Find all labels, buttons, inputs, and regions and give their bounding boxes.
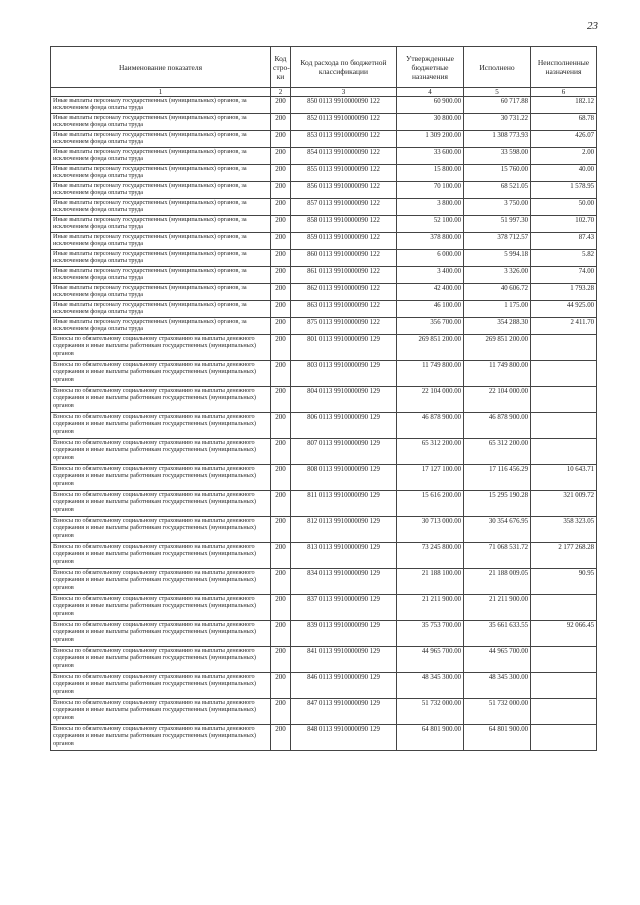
cell-line: 200 (271, 284, 291, 301)
cell-approved: 42 400.00 (397, 284, 464, 301)
cell-approved: 30 713 000.00 (397, 517, 464, 543)
table-row (51, 114, 597, 131)
cell-unexecuted (531, 439, 597, 465)
table-row (51, 647, 597, 673)
cell-unexecuted: 2 411.70 (531, 318, 597, 335)
cell-approved: 11 749 800.00 (397, 361, 464, 387)
cell-code: 813 0113 9910000090 129 (291, 543, 397, 569)
cell-approved: 51 732 000.00 (397, 699, 464, 725)
cell-executed: 40 606.72 (464, 284, 531, 301)
cell-approved: 378 800.00 (397, 233, 464, 250)
table-row (51, 148, 597, 165)
cell-line: 200 (271, 725, 291, 751)
cell-unexecuted: 102.70 (531, 216, 597, 233)
cell-code: 834 0113 9910000090 129 (291, 569, 397, 595)
cell-line: 200 (271, 543, 291, 569)
cell-executed: 65 312 200.00 (464, 439, 531, 465)
cell-name: Иные выплаты персоналу государственных (муниципальных) органов, за исключением фонда оплаты труда (51, 131, 271, 148)
cell-name: Иные выплаты персоналу государственных (муниципальных) органов, за исключением фонда оплаты труда (51, 114, 271, 131)
cell-code: 857 0113 9910000090 122 (291, 199, 397, 216)
cell-executed: 51 732 000.00 (464, 699, 531, 725)
cell-unexecuted: 92 066.45 (531, 621, 597, 647)
cell-line: 200 (271, 233, 291, 250)
cell-name: Иные выплаты персоналу государственных (муниципальных) органов, за исключением фонда оплаты труда (51, 97, 271, 114)
page-number: 23 (587, 20, 598, 32)
header-name: Наименование показателя (51, 47, 271, 88)
cell-approved: 60 900.00 (397, 97, 464, 114)
cell-line: 200 (271, 621, 291, 647)
cell-line: 200 (271, 267, 291, 284)
header-executed: Исполнено (464, 47, 531, 88)
cell-executed: 46 878 900.00 (464, 413, 531, 439)
cell-name: Взносы по обязательному социальному страхованию на выплаты денежного содержания и иные выплаты работникам государственных (муниципальных) органов (51, 595, 271, 621)
column-number: 6 (531, 88, 597, 97)
cell-executed: 48 345 300.00 (464, 673, 531, 699)
cell-unexecuted: 1 793.28 (531, 284, 597, 301)
cell-line: 200 (271, 199, 291, 216)
cell-name: Взносы по обязательному социальному страхованию на выплаты денежного содержания и иные выплаты работникам государственных (муниципальных) органов (51, 413, 271, 439)
cell-executed: 21 211 900.00 (464, 595, 531, 621)
cell-name: Взносы по обязательному социальному страхованию на выплаты денежного содержания и иные выплаты работникам государственных (муниципальных) органов (51, 517, 271, 543)
cell-code: 850 0113 9910000090 122 (291, 97, 397, 114)
cell-approved: 15 800.00 (397, 165, 464, 182)
cell-code: 854 0113 9910000090 122 (291, 148, 397, 165)
cell-name: Иные выплаты персоналу государственных (муниципальных) органов, за исключением фонда оплаты труда (51, 233, 271, 250)
cell-executed: 64 801 900.00 (464, 725, 531, 751)
cell-unexecuted: 44 925.00 (531, 301, 597, 318)
table-row (51, 335, 597, 361)
table-row (51, 413, 597, 439)
cell-name: Иные выплаты персоналу государственных (муниципальных) органов, за исключением фонда оплаты труда (51, 301, 271, 318)
cell-name: Иные выплаты персоналу государственных (муниципальных) органов, за исключением фонда оплаты труда (51, 267, 271, 284)
table-row (51, 621, 597, 647)
table-row (51, 165, 597, 182)
cell-name: Взносы по обязательному социальному страхованию на выплаты денежного содержания и иные выплаты работникам государственных (муниципальных) органов (51, 569, 271, 595)
cell-code: 808 0113 9910000090 129 (291, 465, 397, 491)
cell-approved: 17 127 100.00 (397, 465, 464, 491)
cell-name: Иные выплаты персоналу государственных (муниципальных) органов, за исключением фонда оплаты труда (51, 182, 271, 199)
table-row (51, 673, 597, 699)
table-row (51, 491, 597, 517)
table-row (51, 387, 597, 413)
cell-unexecuted (531, 413, 597, 439)
cell-code: 803 0113 9910000090 129 (291, 361, 397, 387)
cell-executed: 30 354 676.95 (464, 517, 531, 543)
cell-unexecuted: 182.12 (531, 97, 597, 114)
table-row (51, 216, 597, 233)
cell-approved: 46 878 900.00 (397, 413, 464, 439)
cell-name: Взносы по обязательному социальному страхованию на выплаты денежного содержания и иные выплаты работникам государственных (муниципальных) органов (51, 387, 271, 413)
cell-line: 200 (271, 439, 291, 465)
table-row (51, 517, 597, 543)
cell-line: 200 (271, 148, 291, 165)
table-row (51, 361, 597, 387)
cell-code: 875 0113 9910000090 122 (291, 318, 397, 335)
cell-line: 200 (271, 517, 291, 543)
cell-unexecuted (531, 725, 597, 751)
cell-line: 200 (271, 250, 291, 267)
budget-execution-table (50, 46, 597, 751)
cell-executed: 21 188 009.05 (464, 569, 531, 595)
cell-code: 839 0113 9910000090 129 (291, 621, 397, 647)
cell-name: Иные выплаты персоналу государственных (муниципальных) органов, за исключением фонда оплаты труда (51, 165, 271, 182)
cell-approved: 64 801 900.00 (397, 725, 464, 751)
cell-executed: 15 295 190.28 (464, 491, 531, 517)
cell-executed: 354 288.30 (464, 318, 531, 335)
cell-name: Иные выплаты персоналу государственных (муниципальных) органов, за исключением фонда оплаты труда (51, 216, 271, 233)
cell-code: 837 0113 9910000090 129 (291, 595, 397, 621)
cell-line: 200 (271, 595, 291, 621)
cell-executed: 5 994.18 (464, 250, 531, 267)
cell-unexecuted: 2.00 (531, 148, 597, 165)
cell-executed: 17 116 456.29 (464, 465, 531, 491)
cell-line: 200 (271, 114, 291, 131)
cell-approved: 21 188 100.00 (397, 569, 464, 595)
table-row (51, 318, 597, 335)
cell-code: 847 0113 9910000090 129 (291, 699, 397, 725)
cell-executed: 44 965 700.00 (464, 647, 531, 673)
cell-code: 862 0113 9910000090 122 (291, 284, 397, 301)
cell-line: 200 (271, 165, 291, 182)
cell-unexecuted: 87.43 (531, 233, 597, 250)
cell-name: Иные выплаты персоналу государственных (муниципальных) органов, за исключением фонда оплаты труда (51, 284, 271, 301)
cell-name: Взносы по обязательному социальному страхованию на выплаты денежного содержания и иные выплаты работникам государственных (муниципальных) органов (51, 543, 271, 569)
cell-unexecuted: 10 643.71 (531, 465, 597, 491)
cell-approved: 52 100.00 (397, 216, 464, 233)
cell-name: Взносы по обязательному социальному страхованию на выплаты денежного содержания и иные выплаты работникам государственных (муниципальных) органов (51, 673, 271, 699)
cell-approved: 1 309 200.00 (397, 131, 464, 148)
cell-code: 811 0113 9910000090 129 (291, 491, 397, 517)
cell-unexecuted: 90.95 (531, 569, 597, 595)
cell-code: 841 0113 9910000090 129 (291, 647, 397, 673)
cell-line: 200 (271, 413, 291, 439)
cell-approved: 44 965 700.00 (397, 647, 464, 673)
table-row (51, 543, 597, 569)
cell-unexecuted: 321 009.72 (531, 491, 597, 517)
cell-line: 200 (271, 569, 291, 595)
table-row (51, 595, 597, 621)
cell-approved: 30 800.00 (397, 114, 464, 131)
table-row (51, 182, 597, 199)
cell-name: Взносы по обязательному социальному страхованию на выплаты денежного содержания и иные выплаты работникам государственных (муниципальных) органов (51, 335, 271, 361)
table-row (51, 250, 597, 267)
table-row (51, 97, 597, 114)
cell-approved: 73 245 800.00 (397, 543, 464, 569)
cell-executed: 51 997.30 (464, 216, 531, 233)
cell-unexecuted: 2 177 268.28 (531, 543, 597, 569)
cell-approved: 70 100.00 (397, 182, 464, 199)
column-number: 1 (51, 88, 271, 97)
cell-code: 846 0113 9910000090 129 (291, 673, 397, 699)
column-number: 4 (397, 88, 464, 97)
cell-executed: 22 104 000.00 (464, 387, 531, 413)
cell-code: 807 0113 9910000090 129 (291, 439, 397, 465)
column-number: 2 (271, 88, 291, 97)
cell-line: 200 (271, 318, 291, 335)
cell-name: Иные выплаты персоналу государственных (муниципальных) органов, за исключением фонда оплаты труда (51, 148, 271, 165)
cell-executed: 60 717.88 (464, 97, 531, 114)
cell-unexecuted (531, 361, 597, 387)
cell-name: Взносы по обязательному социальному страхованию на выплаты денежного содержания и иные выплаты работникам государственных (муниципальных) органов (51, 725, 271, 751)
cell-executed: 35 661 633.55 (464, 621, 531, 647)
cell-name: Иные выплаты персоналу государственных (муниципальных) органов, за исключением фонда оплаты труда (51, 199, 271, 216)
cell-approved: 269 851 200.00 (397, 335, 464, 361)
cell-approved: 48 345 300.00 (397, 673, 464, 699)
cell-code: 852 0113 9910000090 122 (291, 114, 397, 131)
header-line-code: Код стро-ки (271, 47, 291, 88)
cell-executed: 1 175.00 (464, 301, 531, 318)
header-approved: Утвержденные бюджетные назначения (397, 47, 464, 88)
cell-executed: 15 760.00 (464, 165, 531, 182)
cell-unexecuted: 68.78 (531, 114, 597, 131)
cell-unexecuted (531, 387, 597, 413)
cell-approved: 3 800.00 (397, 199, 464, 216)
cell-approved: 22 104 000.00 (397, 387, 464, 413)
table-row (51, 699, 597, 725)
cell-unexecuted: 5.82 (531, 250, 597, 267)
cell-line: 200 (271, 361, 291, 387)
cell-unexecuted: 50.00 (531, 199, 597, 216)
cell-executed: 68 521.05 (464, 182, 531, 199)
cell-executed: 11 749 800.00 (464, 361, 531, 387)
cell-code: 804 0113 9910000090 129 (291, 387, 397, 413)
cell-code: 859 0113 9910000090 122 (291, 233, 397, 250)
table-row (51, 439, 597, 465)
cell-name: Взносы по обязательному социальному страхованию на выплаты денежного содержания и иные выплаты работникам государственных (муниципальных) органов (51, 465, 271, 491)
cell-approved: 33 600.00 (397, 148, 464, 165)
cell-code: 860 0113 9910000090 122 (291, 250, 397, 267)
cell-line: 200 (271, 647, 291, 673)
cell-line: 200 (271, 216, 291, 233)
cell-line: 200 (271, 182, 291, 199)
cell-approved: 3 400.00 (397, 267, 464, 284)
cell-name: Взносы по обязательному социальному страхованию на выплаты денежного содержания и иные выплаты работникам государственных (муниципальных) органов (51, 491, 271, 517)
table-row (51, 301, 597, 318)
column-number-row (51, 88, 597, 97)
cell-code: 863 0113 9910000090 122 (291, 301, 397, 318)
table-row (51, 465, 597, 491)
table-header-row (51, 47, 597, 88)
cell-executed: 33 598.00 (464, 148, 531, 165)
cell-name: Взносы по обязательному социальному страхованию на выплаты денежного содержания и иные выплаты работникам государственных (муниципальных) органов (51, 621, 271, 647)
cell-approved: 21 211 900.00 (397, 595, 464, 621)
cell-code: 853 0113 9910000090 122 (291, 131, 397, 148)
cell-line: 200 (271, 465, 291, 491)
table-row (51, 725, 597, 751)
cell-unexecuted: 74.00 (531, 267, 597, 284)
cell-approved: 356 700.00 (397, 318, 464, 335)
cell-name: Взносы по обязательному социальному страхованию на выплаты денежного содержания и иные выплаты работникам государственных (муниципальных) органов (51, 361, 271, 387)
header-budget-code: Код расхода по бюджетной классификации (291, 47, 397, 88)
table-row (51, 233, 597, 250)
table-row (51, 131, 597, 148)
cell-executed: 71 068 531.72 (464, 543, 531, 569)
cell-code: 801 0113 9910000090 129 (291, 335, 397, 361)
cell-unexecuted (531, 647, 597, 673)
cell-unexecuted (531, 673, 597, 699)
header-unexecuted: Неисполненные назначения (531, 47, 597, 88)
cell-line: 200 (271, 387, 291, 413)
cell-unexecuted: 426.07 (531, 131, 597, 148)
table-row (51, 267, 597, 284)
cell-unexecuted (531, 699, 597, 725)
cell-line: 200 (271, 673, 291, 699)
cell-line: 200 (271, 301, 291, 318)
cell-executed: 1 308 773.93 (464, 131, 531, 148)
cell-unexecuted (531, 595, 597, 621)
cell-line: 200 (271, 335, 291, 361)
cell-name: Взносы по обязательному социальному страхованию на выплаты денежного содержания и иные выплаты работникам государственных (муниципальных) органов (51, 439, 271, 465)
cell-approved: 6 000.00 (397, 250, 464, 267)
cell-name: Взносы по обязательному социальному страхованию на выплаты денежного содержания и иные выплаты работникам государственных (муниципальных) органов (51, 699, 271, 725)
cell-unexecuted: 358 323.05 (531, 517, 597, 543)
cell-approved: 35 753 700.00 (397, 621, 464, 647)
cell-approved: 65 312 200.00 (397, 439, 464, 465)
cell-name: Иные выплаты персоналу государственных (муниципальных) органов, за исключением фонда оплаты труда (51, 318, 271, 335)
cell-code: 848 0113 9910000090 129 (291, 725, 397, 751)
cell-executed: 269 851 200.00 (464, 335, 531, 361)
cell-executed: 30 731.22 (464, 114, 531, 131)
cell-code: 856 0113 9910000090 122 (291, 182, 397, 199)
cell-code: 806 0113 9910000090 129 (291, 413, 397, 439)
table-row (51, 199, 597, 216)
cell-line: 200 (271, 97, 291, 114)
cell-code: 858 0113 9910000090 122 (291, 216, 397, 233)
cell-executed: 378 712.57 (464, 233, 531, 250)
cell-unexecuted: 1 578.95 (531, 182, 597, 199)
column-number: 3 (291, 88, 397, 97)
cell-approved: 15 616 200.00 (397, 491, 464, 517)
cell-executed: 3 326.00 (464, 267, 531, 284)
cell-line: 200 (271, 491, 291, 517)
table-row (51, 569, 597, 595)
cell-code: 855 0113 9910000090 122 (291, 165, 397, 182)
cell-code: 861 0113 9910000090 122 (291, 267, 397, 284)
table-row (51, 284, 597, 301)
cell-name: Взносы по обязательному социальному страхованию на выплаты денежного содержания и иные выплаты работникам государственных (муниципальных) органов (51, 647, 271, 673)
cell-line: 200 (271, 699, 291, 725)
cell-name: Иные выплаты персоналу государственных (муниципальных) органов, за исключением фонда оплаты труда (51, 250, 271, 267)
column-number: 5 (464, 88, 531, 97)
cell-unexecuted: 40.00 (531, 165, 597, 182)
cell-line: 200 (271, 131, 291, 148)
cell-executed: 3 750.00 (464, 199, 531, 216)
cell-approved: 46 100.00 (397, 301, 464, 318)
cell-code: 812 0113 9910000090 129 (291, 517, 397, 543)
cell-unexecuted (531, 335, 597, 361)
